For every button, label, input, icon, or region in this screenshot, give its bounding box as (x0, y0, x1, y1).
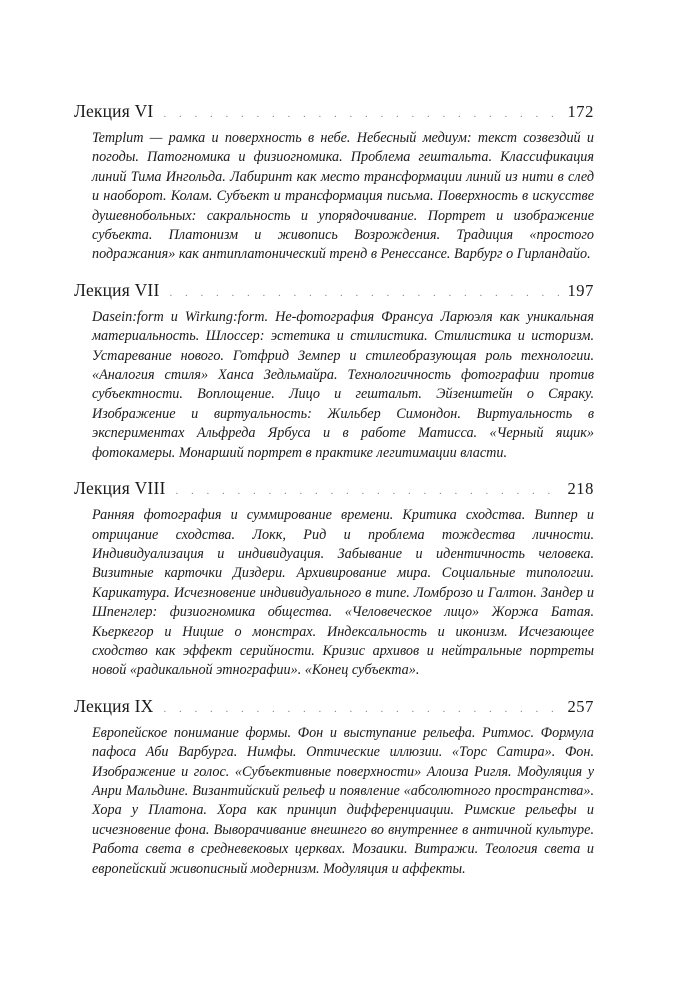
lecture-title: Лекция VII (74, 279, 160, 300)
page-number: 197 (567, 280, 594, 300)
toc-entry-lecture-6 (74, 100, 594, 265)
toc-entry-heading[interactable] (74, 100, 594, 125)
toc-entry-heading[interactable] (74, 477, 594, 502)
table-of-contents (74, 100, 594, 893)
toc-entry-lecture-8 (74, 477, 594, 681)
lecture-description: Dasein:form и Wirkung:form. Не-фотография Франсуа Ларюэля как уникальная материальность. Шлоссер: эстетика и стилистика. Стилистика и историзм. Устаревание нового. Готфрид Земпер и стилеобразующая роль технологии. «Аналогия стиля» Ханса Зедльмайра. Технологичность фотографии против субъектности. Воплощение. Лицо и гештальт. Эйзенштейн о Сяраку. Изображение и виртуальность: Жильбер Симондон. Виртуальность в экспериментах Альфреда Ярбуса и в работе Матисса. «Черный ящик» фотокамеры. Монарший портрет в практике легитимации власти. (92, 308, 594, 461)
page-number: 257 (567, 696, 594, 716)
lecture-description: Европейское понимание формы. Фон и выступание рельефа. Ритмос. Формула пафоса Аби Варбурга. Нимфы. Оптические иллюзии. «Торс Сатира». Фон. Изображение и голос. «Субъективные поверхности» Алоиза Ригля. Модуляция у Анри Мальдине. Византийский рельеф и появление «абсолютного пространства». Хора у Платона. Хора как принцип дифференциации. Римские рельефы и исчезновение фона. Выворачивание внешнего во внутреннее в античной культуре. Работа света в средневековых церквах. Мозаики. Витражи. Теология света и европейский живописный модернизм. Модуляция и аффекты. (92, 724, 594, 877)
toc-entry-lecture-9 (74, 695, 594, 879)
page-number: 218 (567, 479, 594, 499)
dot-leader (163, 103, 561, 125)
dot-leader (169, 282, 561, 304)
toc-entry-lecture-7 (74, 279, 594, 463)
lecture-description: Templum — рамка и поверхность в небе. Небесный медиум: текст созвездий и погоды. Патогномика и физиогномика. Проблема гештальта. Классификация линий Тима Ингольда. Лабиринт как место трансформации линий из нити в след и наоборот. Колам. Субъект и трансформация письма. Поверхность в искусстве душевнобольных: сакральность и упорядочивание. Портрет и изображение субъекта. Платонизм и живопись Возрождения. Традиция «простого подражания» как антиплатонический тренд в Ренессансе. Варбург о Гирландайо. (92, 130, 594, 263)
lecture-title: Лекция IX (74, 695, 154, 716)
dot-leader (176, 480, 562, 502)
lecture-description: Ранняя фотография и суммирование времени. Критика сходства. Виппер и отрицание сходства. Локк, Рид и проблема тождества личности. Индивидуализация и индивидуация. Забывание и идентичность человека. Визитные карточки Диздери. Архивирование мира. Социальные типологии. Карикатура. Исчезновение индивидуального в типе. Ломброзо и Галтон. Зандер и Шпенглер: физиогномика общества. «Человеческое лицо» Жоржа Батая. Кьеркегор и Ницше о монстрах. Индексальность и иконизм. Исчезающее сходство как эффект серийности. Кризис архивов и нейтральные портреты новой «радикальной этнографии». «Конец субъекта». (92, 507, 594, 679)
toc-entry-heading[interactable] (74, 279, 594, 304)
lecture-title: Лекция VIII (74, 478, 166, 499)
dot-leader (163, 698, 561, 720)
toc-entry-heading[interactable] (74, 695, 594, 720)
page-number: 172 (567, 102, 594, 121)
lecture-title: Лекция VI (74, 101, 154, 121)
